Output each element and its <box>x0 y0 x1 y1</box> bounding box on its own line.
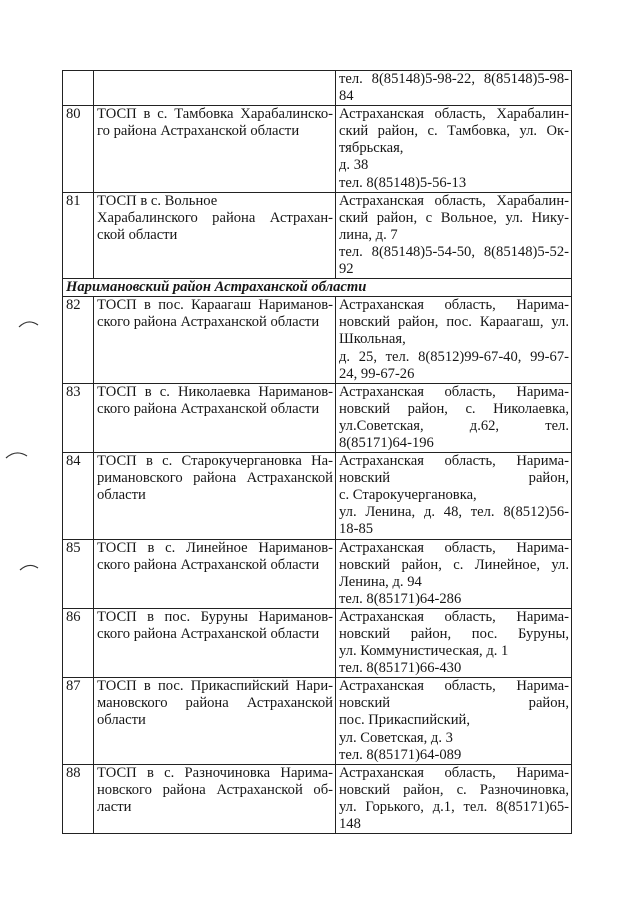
row-number: 82 <box>63 297 94 383</box>
address-line: Астраханская область, Нарима- <box>339 297 569 314</box>
row-number: 84 <box>63 453 94 539</box>
address-line: Астраханская область, Нарима- <box>339 453 569 470</box>
address-line: с. Старокучергановка, <box>339 487 477 504</box>
address-cell <box>336 71 572 106</box>
section-row <box>63 279 572 297</box>
table-row <box>63 297 572 383</box>
registry-table <box>62 70 572 834</box>
row-number: 85 <box>63 539 94 608</box>
address-line: 148 <box>339 816 361 833</box>
address-line: тел. 8(85171)64-089 <box>339 746 462 763</box>
address-line: Астраханская область, Харабалин- <box>339 192 569 209</box>
address-line: новский район, пос. Буруны, <box>339 626 569 642</box>
address-line: Школьная, <box>339 331 406 348</box>
address-line: тел. 8(85148)5-54-50, 8(85148)5-52- <box>339 243 569 260</box>
address-line: Астраханская область, Нарима- <box>339 539 569 556</box>
name-line: ского района Астраханской области <box>97 400 320 417</box>
name-line: ского района Астраханской области <box>97 626 320 642</box>
scan-artifact-mark <box>20 565 38 570</box>
organization-name-cell <box>94 297 336 383</box>
address-line: Астраханская область, Нарима- <box>339 608 569 625</box>
table-row <box>63 678 572 764</box>
address-line: Астраханская область, Нарима- <box>339 764 569 781</box>
section-heading: Наримановский район Астраханской области <box>66 279 367 296</box>
address-line: Астраханская область, Нарима- <box>339 383 569 400</box>
name-line: области <box>97 712 146 729</box>
address-line: тел. 8(85148)5-98-22, 8(85148)5-98- <box>339 71 569 87</box>
name-line: ТОСП в пос. Буруны Нариманов- <box>97 608 333 625</box>
name-line: Харабалинского района Астрахан- <box>97 209 333 226</box>
organization-name-cell <box>94 71 336 106</box>
address-cell <box>336 192 572 278</box>
address-line: новский район, пос. Караагаш, ул. <box>339 314 569 331</box>
name-line: ТОСП в с. Старокучергановка На- <box>97 453 333 470</box>
address-line: ский район, с. Тамбовка, ул. Ок- <box>339 123 569 140</box>
name-line: ТОСП в с. Вольное <box>97 192 218 209</box>
address-line: тел. 8(85148)5-56-13 <box>339 174 467 191</box>
organization-name-cell <box>94 192 336 278</box>
address-line: новский район, с. Разночиновка, <box>339 781 569 798</box>
address-cell <box>336 453 572 539</box>
name-line: ТОСП в пос. Прикаспийский Нари- <box>97 678 333 695</box>
address-cell <box>336 608 572 677</box>
organization-name-cell <box>94 608 336 677</box>
address-line: 92 <box>339 261 354 278</box>
address-line: тел. 8(85171)66-430 <box>339 660 462 677</box>
table-row <box>63 453 572 539</box>
address-line: ул. Советская, д. 3 <box>339 729 453 746</box>
organization-name-cell <box>94 106 336 192</box>
address-line: д. 25, тел. 8(8512)99-67-40, 99-67- <box>339 348 569 365</box>
address-line: 8(85171)64-196 <box>339 434 434 451</box>
organization-name-cell <box>94 539 336 608</box>
name-line: ТОСП в с. Николаевка Нариманов- <box>97 383 333 400</box>
address-line: тябрьская, <box>339 140 404 157</box>
address-cell <box>336 383 572 452</box>
scan-artifact-mark <box>19 322 38 327</box>
name-line: го района Астраханской области <box>97 123 300 140</box>
organization-name-cell <box>94 764 336 833</box>
address-line: новский район, с. Николаевка, <box>339 400 569 417</box>
row-number: 81 <box>63 192 94 278</box>
address-line: лина, д. 7 <box>339 226 398 243</box>
address-line: ул. Ленина, д. 48, тел. 8(8512)56- <box>339 504 569 521</box>
name-line: ТОСП в с. Линейное Нариманов- <box>97 539 333 556</box>
address-line: 84 <box>339 88 354 105</box>
address-cell <box>336 297 572 383</box>
address-line: новский район, <box>339 470 569 487</box>
table-row <box>63 192 572 278</box>
row-number: 80 <box>63 106 94 192</box>
address-line: д. 38 <box>339 157 369 174</box>
address-line: ул.Советская, д.62, тел. <box>339 417 569 434</box>
address-line: 18-85 <box>339 521 374 538</box>
scan-artifact-mark <box>6 453 27 458</box>
table-row <box>63 608 572 677</box>
row-number: 86 <box>63 608 94 677</box>
address-line: ул. Горького, д.1, тел. 8(85171)65- <box>339 798 569 815</box>
name-line: мановского района Астраханской <box>97 695 333 712</box>
address-cell <box>336 106 572 192</box>
name-line: ласти <box>97 798 132 815</box>
address-line: ский район, с Вольное, ул. Нику- <box>339 209 569 226</box>
table-row <box>63 383 572 452</box>
name-line: ского района Астраханской области <box>97 314 320 331</box>
address-line: Ленина, д. 94 <box>339 573 422 590</box>
row-number: 83 <box>63 383 94 452</box>
table-row <box>63 106 572 192</box>
section-heading-cell <box>63 279 572 297</box>
address-cell <box>336 539 572 608</box>
name-line: ТОСП в с. Разночиновка Нарима- <box>97 764 333 781</box>
row-number: 88 <box>63 764 94 833</box>
row-number: 87 <box>63 678 94 764</box>
address-cell <box>336 678 572 764</box>
address-line: Астраханская область, Харабалин- <box>339 106 569 123</box>
name-line: области <box>97 487 146 504</box>
address-line: новский район, <box>339 695 569 712</box>
address-line: ул. Коммунистическая, д. 1 <box>339 643 509 660</box>
name-line: ского района Астраханской области <box>97 556 320 573</box>
name-line: римановского района Астраханской <box>97 470 333 487</box>
name-line: ТОСП в пос. Караагаш Нариманов- <box>97 297 333 314</box>
name-line: новского района Астраханской об- <box>97 781 333 798</box>
organization-name-cell <box>94 383 336 452</box>
address-line: новский район, с. Линейное, ул. <box>339 556 569 573</box>
address-line: пос. Прикаспийский, <box>339 712 470 729</box>
table-row <box>63 71 572 106</box>
name-line: ТОСП в с. Тамбовка Харабалинско- <box>97 106 333 123</box>
table-row <box>63 764 572 833</box>
name-line: ской области <box>97 226 178 243</box>
row-number <box>63 71 94 106</box>
organization-name-cell <box>94 678 336 764</box>
address-cell <box>336 764 572 833</box>
address-line: тел. 8(85171)64-286 <box>339 590 462 607</box>
address-line: Астраханская область, Нарима- <box>339 678 569 695</box>
address-line: 24, 99-67-26 <box>339 365 415 382</box>
organization-name-cell <box>94 453 336 539</box>
table-row <box>63 539 572 608</box>
